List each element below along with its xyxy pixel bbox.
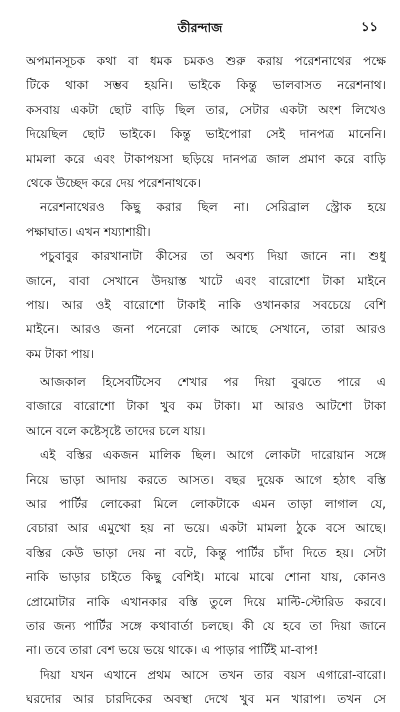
page-header: [0, 18, 400, 40]
text-line: পক্ষাঘাত। এখন শয্যাশায়ী।: [26, 224, 151, 239]
text-line: নাকি ভাড়ার চাইতে কিছু বেশিই। মাঝে মাঝে শোনা যায়, কোনও: [26, 570, 386, 585]
text-line: টিকে থাকা সম্ভব হয়নি। ভাইকে কিন্তু ভালবাসত নরেশনাথ।: [26, 78, 386, 93]
text-line: বেচারা আর এমুখো হয় না ভয়ে। একটা মামলা ঠুকে বসে আছে।: [26, 521, 386, 536]
page-number: ১১: [361, 20, 378, 35]
body-text: [26, 49, 386, 712]
text-line: কম টাকা পায়।: [26, 346, 95, 361]
text-line: পায়। আর ওই বারোশো টাকাই নাকি ওখানকার সবচেয়ে বেশি: [26, 297, 386, 312]
text-line: অপমানসূচক কথা বা ধমক চমকও শুরু করায় পরেশনাথের পক্ষে: [26, 54, 386, 68]
text-line: দিয়েছিল ছোট ভাইকে। কিন্তু ভাইপোরা সেই দানপত্র মানেনি।: [26, 127, 386, 142]
text-line: বস্তির কেউ ভাড়া দেয় না বটে, কিন্তু পার্টির চাঁদা দিতে হয়। সেটা: [26, 545, 386, 560]
text-line: আজকাল হিসেবটিসেব শেখার পর দিয়া বুঝতে পারে এ: [40, 375, 386, 390]
text-line: বাজারে বারোশো টাকা খুব কম টাকা। মা আরও আটশো টাকা: [26, 399, 386, 414]
running-title: তীরন্দাজ: [177, 20, 223, 35]
text-line: মাইনে। আরও জনা পনেরো লোক আছে সেখানে, তারা আরও: [26, 322, 386, 337]
text-line: থেকে উচ্ছেদ করে দেয় পরেশনাথকে।: [26, 175, 201, 190]
text-line: প্রোমোটার নাকি এখানকার বস্তি তুলে দিয়ে মাল্টি-স্টোরিড করবে।: [26, 594, 386, 609]
text-line: এই বস্তির একজন মালিক ছিল। আগে লোকটা দারোয়ান সঙ্গে: [40, 448, 386, 463]
text-line: আর পার্টির লোকেরা মিলে লোকটাকে এমন তাড়া লাগাল যে,: [26, 497, 386, 512]
text-line: ঘরদোর আর চারদিকের অবস্থা দেখে খুব মন খারাপ। তখন সে: [26, 692, 386, 707]
text-line: আনে বলে কষ্টেসৃষ্টে তাদের চলে যায়।: [26, 423, 206, 438]
text-line: না। তবে তারা বেশ ভয়ে ভয়ে থাকে। এ পাড়ার পার্টিই মা-বাপ!: [26, 643, 319, 658]
text-line: দিয়া যখন এখানে প্রথম আসে তখন তার বয়স এগারো-বারো।: [40, 667, 386, 682]
text-line: পচুবাবুর কারখানাটা কীসের তা অবশ্য দিয়া জানে না। শুধু: [40, 249, 386, 264]
text-line: জানে, বাবা সেখানে উদয়াস্ত খাটে এবং বারোশো টাকা মাইনে: [26, 273, 386, 288]
text-line: তার জন্য পার্টির সঙ্গে কথাবার্তা চলছে। কী যে হবে তা দিয়া জানে: [26, 618, 386, 633]
text-line: মামলা করে এবং টাকাপয়সা ছড়িয়ে দানপত্র জাল প্রমাণ করে বাড়ি: [26, 151, 386, 166]
text-line: কসবায় একটা ছোট বাড়ি ছিল তার, সেটার একটা অংশ লিখেও: [26, 102, 386, 117]
text-line: নরেশনাথেরও কিছু করার ছিল না। সেরিব্রাল স্ট্রোক হয়ে: [40, 200, 386, 215]
text-line: নিয়ে ভাড়া আদায় করতে আসত। বছর দুয়েক আগে হঠাৎ বস্তি: [26, 472, 386, 487]
